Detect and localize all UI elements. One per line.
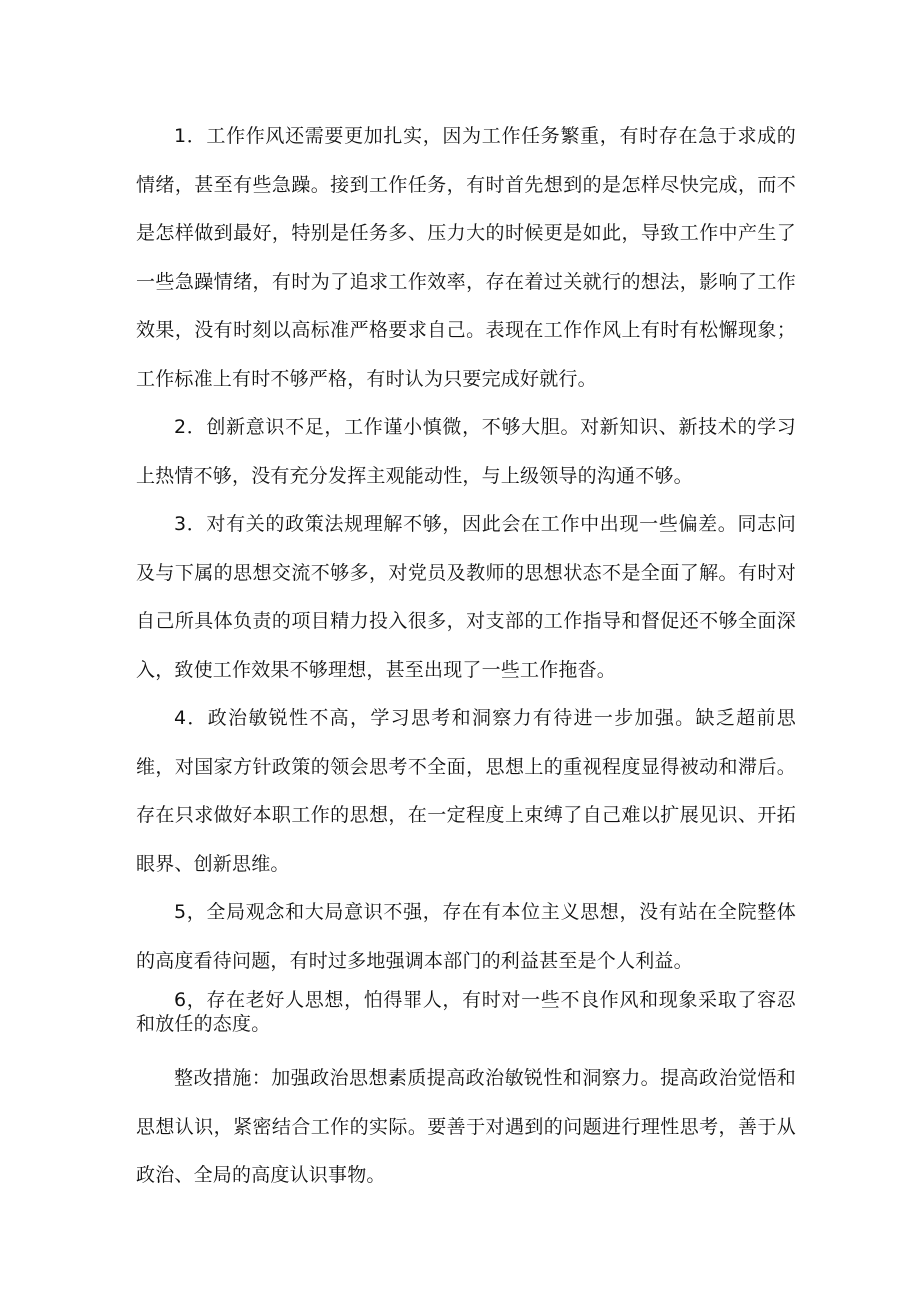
paragraph-rectification-measures: 整改措施：加强政治思想素质提高政治敏锐性和洞察力。提高政治觉悟和思想认识，紧密结合工作的实际。要善于对遇到的问题进行理性思考，善于从政治、全局的高度认识事物。 — [136, 1067, 796, 1186]
paragraph-5: 5，全局观念和大局意识不强，存在有本位主义思想，没有站在全院整体的高度看待问题，有时过多地强调本部门的利益甚至是个人利益。 — [136, 901, 796, 972]
paragraph-2: 2．创新意识不足，工作谨小慎微，不够大胆。对新知识、新技术的学习上热情不够，没有充分发挥主观能动性，与上级领导的沟通不够。 — [136, 416, 796, 487]
paragraph-1: 1．工作作风还需要更加扎实，因为工作任务繁重，有时存在急于求成的情绪，甚至有些急躁。接到工作任务，有时首先想到的是怎样尽快完成，而不是怎样做到最好，特别是任务多、压力大的时候更是如此，导致工作中产生了一些急躁情绪，有时为了追求工作效率，存在着过关就行的想法，影响了工作效果，没有时刻以高标准严格要求自己。表现在工作作风上有时有松懈现象；工作标准上有时不够严格，有时认为只要完成好就行。 — [136, 125, 796, 390]
paragraph-6: 6，存在老好人思想，怕得罪人，有时对一些不良作风和现象采取了容忍和放任的态度。 — [136, 989, 796, 1035]
paragraph-3: 3．对有关的政策法规理解不够，因此会在工作中出现一些偏差。同志问及与下属的思想交流不够多，对党员及教师的思想状态不是全面了解。有时对自己所具体负责的项目精力投入很多，对支部的工作指导和督促还不够全面深入，致使工作效果不够理想，甚至出现了一些工作拖沓。 — [136, 513, 796, 681]
document-body — [136, 112, 796, 1200]
paragraph-4: 4．政治敏锐性不高，学习思考和洞察力有待进一步加强。缺乏超前思维，对国家方针政策的领会思考不全面，思想上的重视程度显得被动和滞后。存在只求做好本职工作的思想，在一定程度上束缚了自己难以扩展见识、开拓眼界、创新思维。 — [136, 707, 796, 875]
